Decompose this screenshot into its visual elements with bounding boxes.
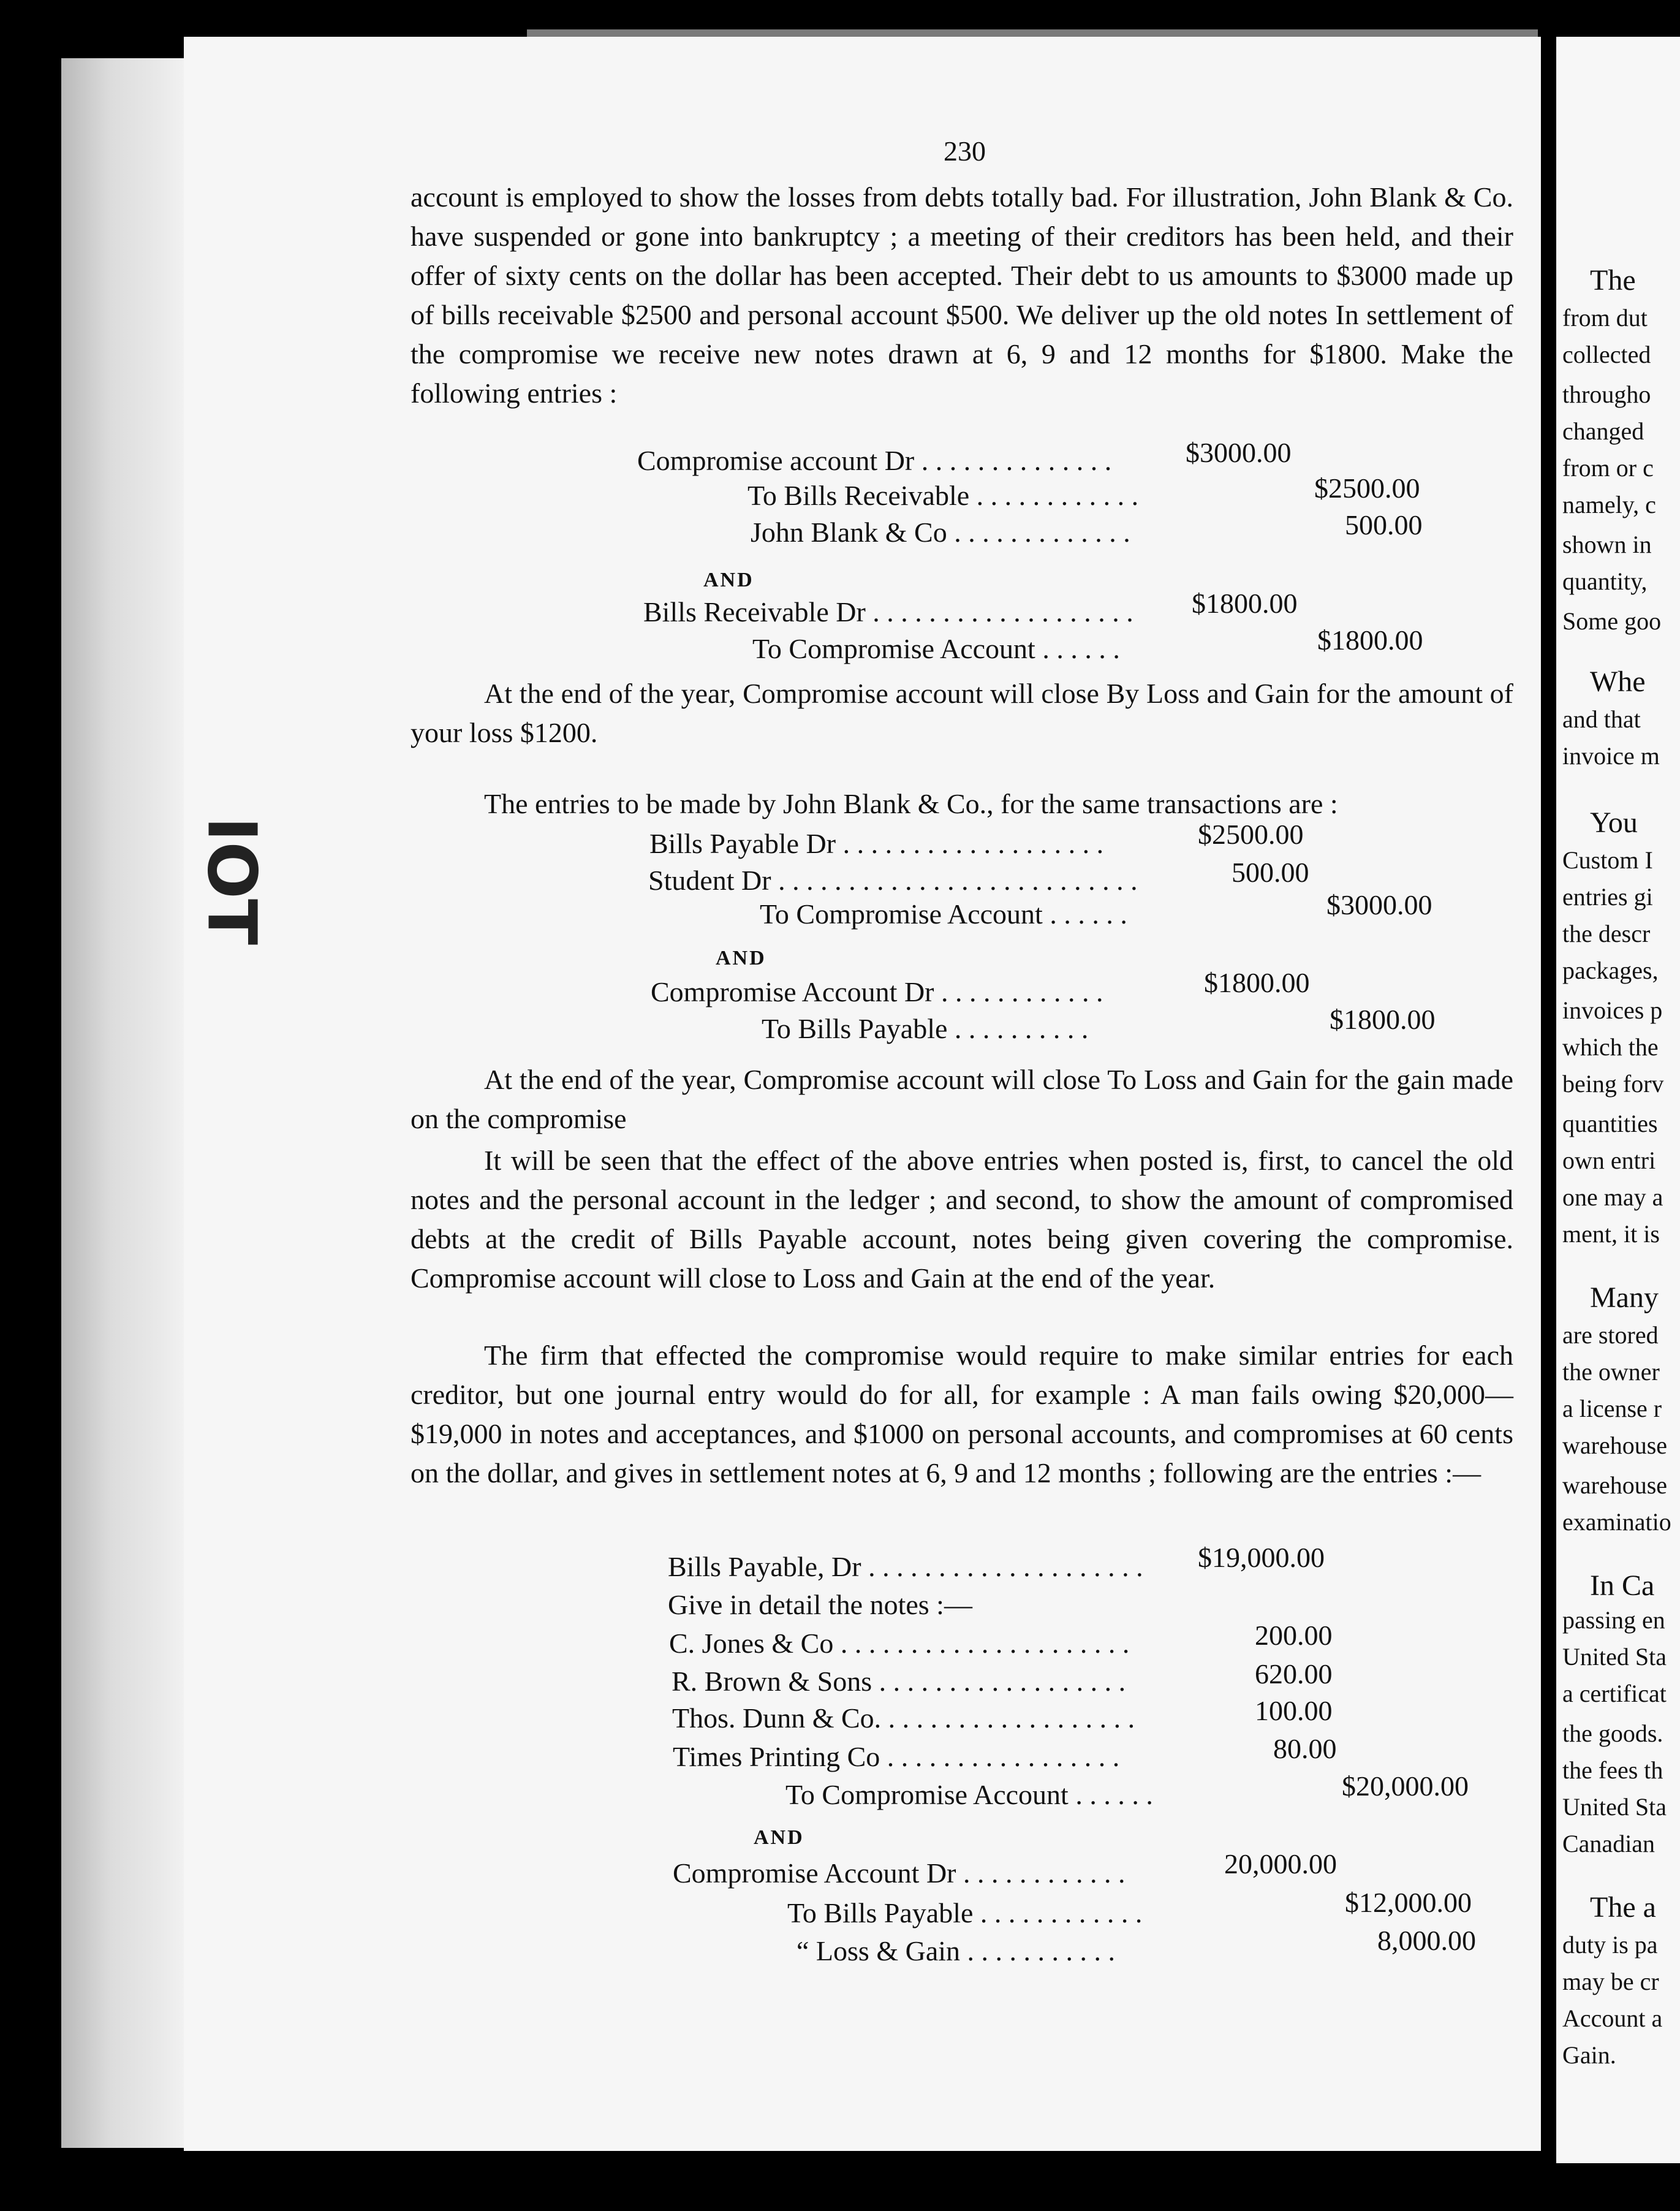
library-stamp [102,817,261,875]
facing-page-line: collected [1562,341,1651,368]
journal3-line1-debit: $19,000.00 [1198,1542,1325,1573]
journal3-line4-amount: 620.00 [1255,1658,1333,1690]
journal2-line3-credit: $3000.00 [1326,889,1432,920]
facing-page [1556,37,1680,2163]
journal3-line9: To Bills Payable . . . . . . . . . . . . [787,1897,1143,1928]
facing-page-line: United Sta [1562,1643,1667,1671]
journal3-line3: C. Jones & Co . . . . . . . . . . . . . . . . . . . . . [669,1628,1130,1659]
facing-page-line: Some goo [1562,607,1662,635]
facing-page-line: invoice m [1562,742,1660,770]
journal1-line5: To Compromise Account . . . . . . [752,633,1120,664]
journal2-line1: Bills Payable Dr . . . . . . . . . . . . . . . . . . . [649,828,1104,859]
facing-page-line: warehouse [1562,1471,1668,1499]
journal2-line4-debit: $1800.00 [1204,967,1310,998]
journal3-line2: Give in detail the notes :— [668,1589,972,1620]
journal3-line1: Bills Payable, Dr . . . . . . . . . . . . . . . . . . . . [668,1551,1143,1582]
paragraph-4: At the end of the year, Compromise account will close To Loss and Gain for the gain made on the compromise [411,1064,1513,1134]
journal1-line1: Compromise account Dr . . . . . . . . . . . . . . [637,445,1112,476]
facing-page-line: Whe [1590,666,1646,698]
facing-page-line: In Ca [1590,1569,1655,1602]
facing-page-line: from or c [1562,454,1654,482]
journal3-line8-debit: 20,000.00 [1224,1848,1337,1879]
journal3-line10: “ Loss & Gain . . . . . . . . . . . [796,1935,1116,1966]
facing-page-line: Account a [1562,2004,1663,2032]
journal3-line6: Times Printing Co . . . . . . . . . . . . . . . . . [673,1741,1120,1772]
facing-page-line: passing en [1562,1606,1665,1634]
facing-page-line: one may a [1562,1183,1663,1211]
facing-page-line: Gain. [1562,2041,1616,2069]
facing-page-line: througho [1562,381,1651,408]
facing-page-line: Custom I [1562,846,1653,874]
facing-page-line: the owner [1562,1358,1660,1386]
journal1-line4: Bills Receivable Dr . . . . . . . . . . . . . . . . . . . [643,596,1133,628]
facing-page-line: the goods. [1562,1720,1663,1747]
facing-page-line: changed [1562,417,1644,445]
facing-page-line: Canadian [1562,1830,1655,1857]
journal1-line3: John Blank & Co . . . . . . . . . . . . . [751,517,1130,548]
book-page-edge [61,58,184,2148]
journal3-line6-amount: 80.00 [1273,1733,1337,1764]
facing-page-line: the fees th [1562,1756,1663,1784]
journal3-and: AND [754,1826,804,1849]
journal1-line5-credit: $1800.00 [1317,624,1423,656]
facing-page-line: and that [1562,705,1641,733]
facing-page-line: may be cr [1562,1968,1659,1995]
facing-page-line: The [1590,264,1636,297]
facing-page-line: packages, [1562,957,1659,984]
facing-page-line: You [1590,806,1638,839]
facing-page-line: quantity, [1562,567,1648,595]
journal2-line2: Student Dr . . . . . . . . . . . . . . . . . . . . . . . . . . [648,865,1138,896]
paragraph-5: It will be seen that the effect of the above entries when posted is, first, to cancel the old notes and the personal account in the ledger ; and second, to show the amount of compromised debts at the credit of Bills Payable account, notes being given covering the compromise. Compromise account will close to Loss and Gain at the end of the year. [411,1145,1513,1294]
journal3-line3-amount: 200.00 [1255,1620,1333,1651]
paragraph-1: account is employed to show the losses from debts totally bad. For illustration, John Blank & Co. have suspended or gone into bankruptcy ; a meeting of their creditors has been held, and their offer of sixty cents on the dollar has been accepted. Their debt to us amounts to $3000 made up of bills receivable $2500 and personal account $500. We deliver up the old notes In settlement of the compromise we receive new notes drawn at 6, 9 and 12 months for $1800. Make the following entries : [411,181,1513,409]
facing-page-line: invoices p [1562,996,1663,1024]
paragraph-6: The firm that effected the compromise would require to make similar entries for each creditor, but one journal entry would do for all, for example : A man fails owing $20,000—$19,000 in notes and acceptances, and $1000 on personal accounts, and compromises at 60 cents on the dollar, and gives in settlement notes at 6, 9 and 12 months ; following are the entries :— [411,1340,1513,1489]
journal3-line9-credit: $12,000.00 [1345,1887,1472,1918]
journal3-line4: R. Brown & Sons . . . . . . . . . . . . . . . . . . [672,1666,1126,1697]
facing-page-line: The a [1590,1891,1656,1924]
facing-page-line: ment, it is [1562,1220,1660,1248]
paragraph-2: At the end of the year, Compromise account will close By Loss and Gain for the amount of your loss $1200. [411,678,1513,748]
journal2-line1-debit: $2500.00 [1198,819,1304,850]
journal3-line7-credit: $20,000.00 [1342,1770,1469,1802]
journal1-line1-debit: $3000.00 [1186,437,1292,468]
journal1-line2-credit: $2500.00 [1314,472,1420,504]
facing-page-line: namely, c [1562,491,1656,518]
journal1-line3-credit: 500.00 [1345,509,1423,540]
facing-page-line: duty is pa [1562,1931,1658,1959]
facing-page-line: examinatio [1562,1508,1671,1536]
facing-page-line: are stored [1562,1321,1659,1349]
journal3-line7: To Compromise Account . . . . . . [785,1779,1153,1810]
facing-page-line: warehouse [1562,1432,1668,1459]
journal3-line8: Compromise Account Dr . . . . . . . . . . . . [673,1857,1126,1889]
journal2-line5-credit: $1800.00 [1330,1004,1436,1035]
journal3-line10-credit: 8,000.00 [1377,1925,1476,1956]
facing-page-line: Many [1590,1281,1659,1314]
journal2-line5: To Bills Payable . . . . . . . . . . [762,1013,1089,1044]
facing-page-line: the descr [1562,920,1651,947]
facing-page-line: a certificat [1562,1680,1667,1707]
journal3-line5: Thos. Dunn & Co. . . . . . . . . . . . . . . . . . . [672,1702,1135,1734]
facing-page-line: United Sta [1562,1793,1667,1821]
journal3-line5-amount: 100.00 [1255,1695,1333,1726]
journal2-line3: To Compromise Account . . . . . . [760,898,1127,930]
facing-page-line: own entri [1562,1147,1656,1174]
journal1-line4-debit: $1800.00 [1192,588,1298,619]
journal2-line4: Compromise Account Dr . . . . . . . . . . . . [651,976,1103,1007]
facing-page-line: being forv [1562,1070,1664,1098]
facing-page-line: which the [1562,1033,1659,1061]
journal2-line2-debit: 500.00 [1232,857,1309,888]
facing-page-line: a license r [1562,1395,1662,1422]
facing-page-line: entries gi [1562,883,1653,911]
page-number: 230 [944,135,986,167]
facing-page-line: shown in [1562,531,1652,558]
journal1-and: AND [703,569,754,591]
facing-page-line: from dut [1562,304,1648,332]
paragraph-3: The entries to be made by John Blank & Co., for the same transactions are : [484,788,1338,819]
journal2-and: AND [716,947,766,969]
facing-page-line: quantities [1562,1110,1658,1137]
journal1-line2: To Bills Receivable . . . . . . . . . . . . [747,480,1139,511]
